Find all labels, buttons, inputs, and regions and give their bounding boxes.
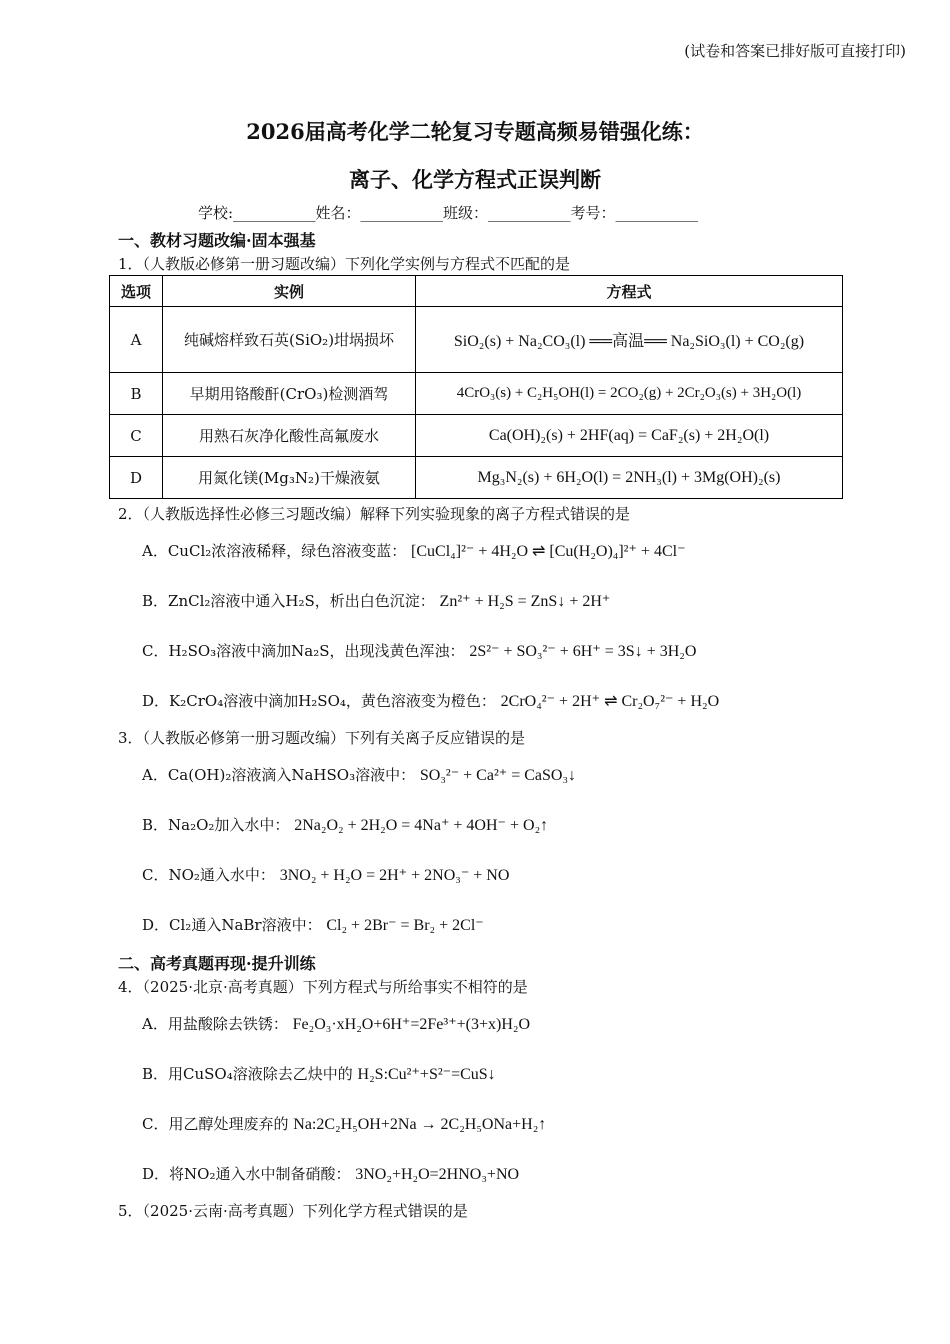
q3-option-b: [142, 814, 548, 835]
option-equation: [CuCl₄]²⁻ + 4H₂O ⇌ [Cu(H₂O)₄]²⁺ + 4Cl⁻: [411, 543, 686, 560]
option-text: C．NO₂通入水中：: [142, 866, 275, 884]
table-row: [110, 307, 843, 373]
option-equation: 2S²⁻ + SO₃²⁻ + 6H⁺ = 3S↓ + 3H₂O: [469, 643, 697, 660]
row-example: 用氮化镁(Mg₃N₂)干燥液氨: [163, 457, 416, 499]
option-text: C．H₂SO₃溶液中滴加Na₂S，出现浅黄色浑浊：: [142, 642, 465, 660]
q2-option-c: [142, 640, 696, 661]
question-1-table: [109, 275, 843, 499]
option-equation: Zn²⁺ + H₂S = ZnS↓ + 2H⁺: [439, 593, 611, 610]
table-row: [110, 457, 843, 499]
question-2-stem: 2．（人教版选择性必修三习题改编）解释下列实验现象的离子方程式错误的是: [118, 505, 631, 523]
q4-option-c: [142, 1113, 546, 1134]
option-text: D．K₂CrO₄溶液中滴加H₂SO₄，黄色溶液变为橙色：: [142, 692, 496, 710]
option-equation: 2CrO₄²⁻ + 2H⁺ ⇌ Cr₂O₇²⁻ + H₂O: [500, 693, 720, 710]
q4-option-b: [142, 1063, 496, 1084]
header-note: (试卷和答案已排好版可直接打印): [684, 42, 906, 60]
option-equation: SO₃²⁻ + Ca²⁺ = CaSO₃↓: [419, 767, 577, 784]
question-4-stem: 4．（2025·北京·高考真题）下列方程式与所给事实不相符的是: [118, 978, 528, 996]
header-example: 实例: [163, 276, 416, 307]
header-option: 选项: [110, 276, 163, 307]
q4-option-d: [142, 1163, 519, 1184]
q2-option-a: [142, 540, 686, 561]
option-text: A．Ca(OH)₂溶液滴入NaHSO₃溶液中：: [142, 766, 416, 784]
option-text: A．CuCl₂浓溶液稀释，绿色溶液变蓝：: [142, 542, 407, 560]
option-equation: 3NO₂ + H₂O = 2H⁺ + 2NO₃⁻ + NO: [279, 867, 510, 884]
row-option: A: [110, 307, 163, 373]
option-equation: 3NO₂+H₂O=2HNO₃+NO: [355, 1166, 520, 1183]
q2-option-d: [142, 690, 719, 711]
q3-option-a: [142, 764, 576, 785]
q3-option-c: [142, 864, 509, 885]
option-text: B．ZnCl₂溶液中通入H₂S，析出白色沉淀：: [142, 592, 435, 610]
row-example: 用熟石灰净化酸性高氟废水: [163, 415, 416, 457]
table-header-row: [110, 276, 843, 307]
table-row: [110, 415, 843, 457]
option-text: C．用乙醇处理废弃的: [142, 1115, 289, 1133]
table-row: [110, 373, 843, 415]
q4-option-a: [142, 1013, 530, 1034]
option-equation: Na:2C₂H₅OH+2Na → 2C₂H₅ONa+H₂↑: [293, 1116, 547, 1133]
title-line-2: 离子、化学方程式正误判断: [349, 167, 601, 192]
row-option: D: [110, 457, 163, 499]
header-equation: 方程式: [416, 276, 843, 307]
option-text: B．Na₂O₂加入水中：: [142, 816, 290, 834]
q3-option-d: [142, 914, 484, 935]
row-option: B: [110, 373, 163, 415]
row-equation: Ca(OH)₂(s) + 2HF(aq) = CaF₂(s) + 2H₂O(l): [416, 415, 843, 457]
option-equation: Fe₂O₃·xH₂O+6H⁺=2Fe³⁺+(3+x)H₂O: [292, 1016, 531, 1033]
option-text: A．用盐酸除去铁锈：: [142, 1015, 288, 1033]
question-5-stem: 5．（2025·云南·高考真题）下列化学方程式错误的是: [118, 1202, 468, 1220]
option-equation: H₂S:Cu²⁺+S²⁻=CuS↓: [357, 1066, 496, 1083]
section-2-heading: 二、高考真题再现·提升训练: [118, 954, 316, 973]
student-info-line: 学校:___________姓名：___________班级：___________考号：___________: [198, 204, 699, 222]
row-example: 早期用铬酸酐(CrO₃)检测酒驾: [163, 373, 416, 415]
row-equation: Mg₃N₂(s) + 6H₂O(l) = 2NH₃(l) + 3Mg(OH)₂(s): [416, 457, 843, 499]
section-1-heading: 一、教材习题改编·固本强基: [118, 231, 316, 250]
option-equation: 2Na₂O₂ + 2H₂O = 4Na⁺ + 4OH⁻ + O₂↑: [294, 817, 549, 834]
title-line-1: 2026届高考化学二轮复习专题高频易错强化练：: [246, 119, 704, 144]
row-equation: SiO₂(s) + Na₂CO₃(l) ══高温══ Na₂SiO₃(l) + CO₂(g): [416, 307, 843, 373]
q2-option-b: [142, 590, 610, 611]
question-3-stem: 3．（人教版必修第一册习题改编）下列有关离子反应错误的是: [118, 729, 526, 747]
option-text: D．Cl₂通入NaBr溶液中：: [142, 916, 322, 934]
option-text: D．将NO₂通入水中制备硝酸：: [142, 1165, 351, 1183]
option-equation: Cl₂ + 2Br⁻ = Br₂ + 2Cl⁻: [326, 917, 484, 934]
question-1-stem: 1．（人教版必修第一册习题改编）下列化学实例与方程式不匹配的是: [118, 255, 571, 273]
row-example: 纯碱熔样致石英(SiO₂)坩埚损坏: [163, 307, 416, 373]
row-equation: 4CrO₃(s) + C₂H₅OH(l) = 2CO₂(g) + 2Cr₂O₃(s) + 3H₂O(l): [416, 373, 843, 415]
row-option: C: [110, 415, 163, 457]
option-text: B．用CuSO₄溶液除去乙炔中的: [142, 1065, 353, 1083]
